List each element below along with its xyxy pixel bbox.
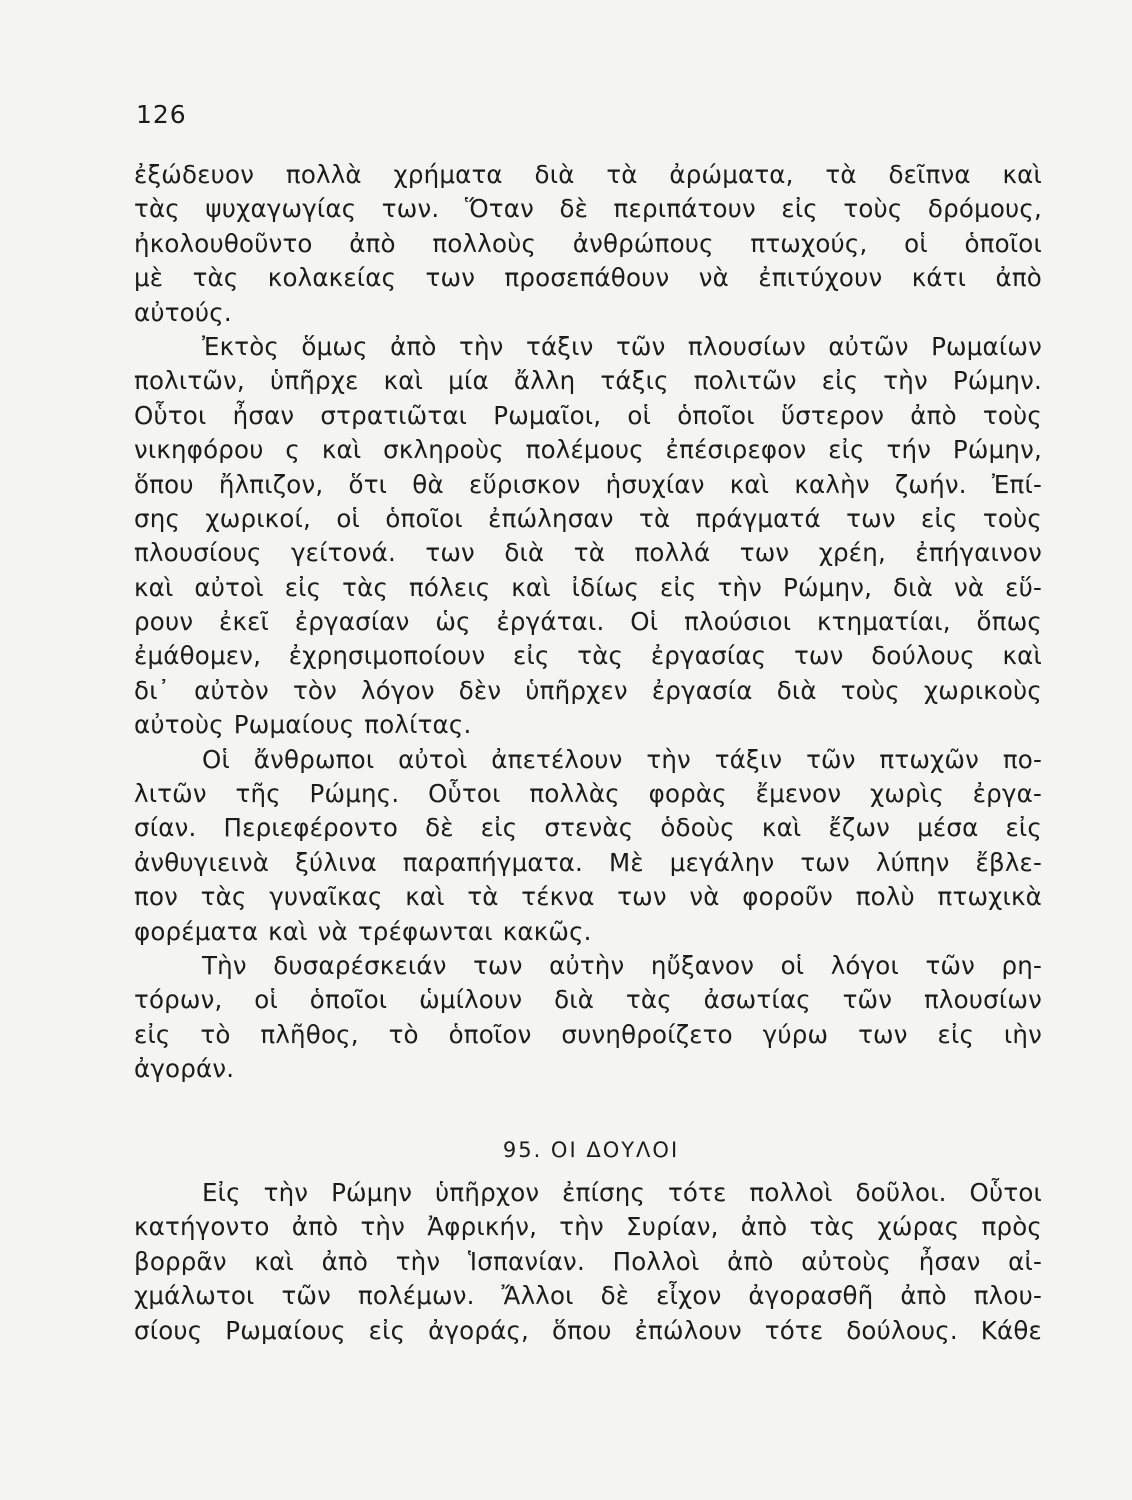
text-line: καὶ αὐτοὶ εἰς τὰς πόλεις καὶ ἰδίως εἰς τὴν Ρώμην, διὰ νὰ εὕ- <box>134 572 1042 602</box>
text-line: ἠκολουθοῦντο ἀπὸ πολλοὺς ἀνθρώπους πτωχούς, οἱ ὁποῖοι <box>134 228 1042 258</box>
text-line: σίους Ρωμαίους εἰς ἀγοράς, ὅπου ἐπώλουν τότε δούλους. Κάθε <box>134 1315 1042 1345</box>
body-text <box>134 158 1042 1087</box>
text-line: εἰς τὸ πλῆθος, τὸ ὁποῖον συνηθροίζετο γύρω των εἰς ιὴν <box>134 1019 1042 1049</box>
text-line: νικηφόρου ς καὶ σκληροὺς πολέμους ἐπέσιρεφον εἰς τήν Ρώμην, <box>134 435 1042 465</box>
text-line: φορέματα καὶ νὰ τρέφωνται κακῶς. <box>134 916 592 946</box>
text-line: κατήγοντο ἀπὸ τὴν Ἀφρικήν, τὴν Συρίαν, ἀπὸ τὰς χώρας πρὸς <box>134 1212 1042 1242</box>
text-line: χμάλωτοι τῶν πολέμων. Ἄλλοι δὲ εἶχον ἀγορασθῆ ἀπὸ πλου- <box>134 1281 1042 1311</box>
text-line: Τὴν δυσαρέσκειάν των αὐτὴν ηὔξανον οἱ λόγοι τῶν ρη- <box>202 950 1042 980</box>
text-line: πολιτῶν, ὑπῆρχε καὶ μία ἄλλη τάξις πολιτῶν εἰς τὴν Ρώμην. <box>134 366 1042 396</box>
text-line: ἐμάθομεν, ἐχρησιμοποίουν εἰς τὰς ἐργασίας των δούλους καὶ <box>134 641 1042 671</box>
text-line: σης χωρικοί, οἱ ὁποῖοι ἐπώλησαν τὰ πράγματά των εἰς τοὺς <box>134 503 1042 533</box>
text-line: λιτῶν τῆς Ρώμης. Οὗτοι πολλὰς φορὰς ἔμενον χωρὶς ἐργα- <box>134 779 1042 809</box>
text-line: ρουν ἐκεῖ ἐργασίαν ὡς ἐργάται. Οἱ πλούσιοι κτηματίαι, ὅπως <box>134 607 1042 637</box>
text-line: Οὗτοι ἦσαν στρατιῶται Ρωμαῖοι, οἱ ὁποῖοι ὕστερον ἀπὸ τοὺς <box>134 400 1042 430</box>
text-line: τόρων, οἱ ὁποῖοι ὡμίλουν διὰ τὰς ἀσωτίας τῶν πλουσίων <box>134 985 1042 1015</box>
page-number: 126 <box>136 100 187 129</box>
text-line: ἀνθυγιεινὰ ξύλινα παραπήγματα. Μὲ μεγάλην των λύπην ἔβλε- <box>134 847 1042 877</box>
text-line: πλουσίους γείτονά. των διὰ τὰ πολλά των χρέη, ἐπήγαινον <box>134 538 1042 568</box>
text-line: δι᾽ αὐτὸν τὸν λόγον δὲν ὑπῆρχεν ἐργασία διὰ τοὺς χωρικοὺς <box>134 675 1042 705</box>
text-line: Οἱ ἄνθρωποι αὐτοὶ ἀπετέλουν τὴν τάξιν τῶν πτωχῶν πο- <box>202 744 1042 774</box>
text-line: ἀγοράν. <box>134 1054 235 1084</box>
text-line: σίαν. Περιεφέροντο δὲ εἰς στενὰς ὁδοὺς καὶ ἔζων μέσα εἰς <box>134 813 1042 843</box>
text-line: ἐξώδευον πολλὰ χρήματα διὰ τὰ ἀρώματα, τὰ δεῖπνα καὶ <box>134 160 1042 189</box>
text-line: βορρᾶν καὶ ἀπὸ τὴν Ἱσπανίαν. Πολλοὶ ἀπὸ αὐτοὺς ἦσαν αἰ- <box>134 1246 1042 1276</box>
text-line: πον τὰς γυναῖκας καὶ τὰ τέκνα των νὰ φοροῦν πολὺ πτωχικὰ <box>134 882 1042 912</box>
text-line: τὰς ψυχαγωγίας των. Ὅταν δὲ περιπάτουν εἰς τοὺς δρόμους, <box>134 194 1042 224</box>
text-line: μὲ τὰς κολακείας των προσεπάθουν νὰ ἐπιτύχουν κάτι ἀπὸ <box>134 263 1042 293</box>
body-text-after-heading <box>134 1176 1042 1348</box>
section-heading: 95. ΟΙ ΔΟΥΛΟΙ <box>502 1138 680 1162</box>
text-line: Εἰς τὴν Ρώμην ὑπῆρχον ἐπίσης τότε πολλοὶ δοῦλοι. Οὗτοι <box>202 1178 1042 1207</box>
text-line: Ἐκτὸς ὅμως ἀπὸ τὴν τάξιν τῶν πλουσίων αὐτῶν Ρωμαίων <box>202 331 1042 361</box>
text-line: ὅπου ἤλπιζον, ὅτι θὰ εὕρισκον ἡσυχίαν καὶ καλὴν ζωήν. Ἐπί- <box>134 469 1042 499</box>
text-line: αὐτοὺς Ρωμαίους πολίτας. <box>134 710 472 740</box>
text-line: αὐτούς. <box>134 297 232 327</box>
